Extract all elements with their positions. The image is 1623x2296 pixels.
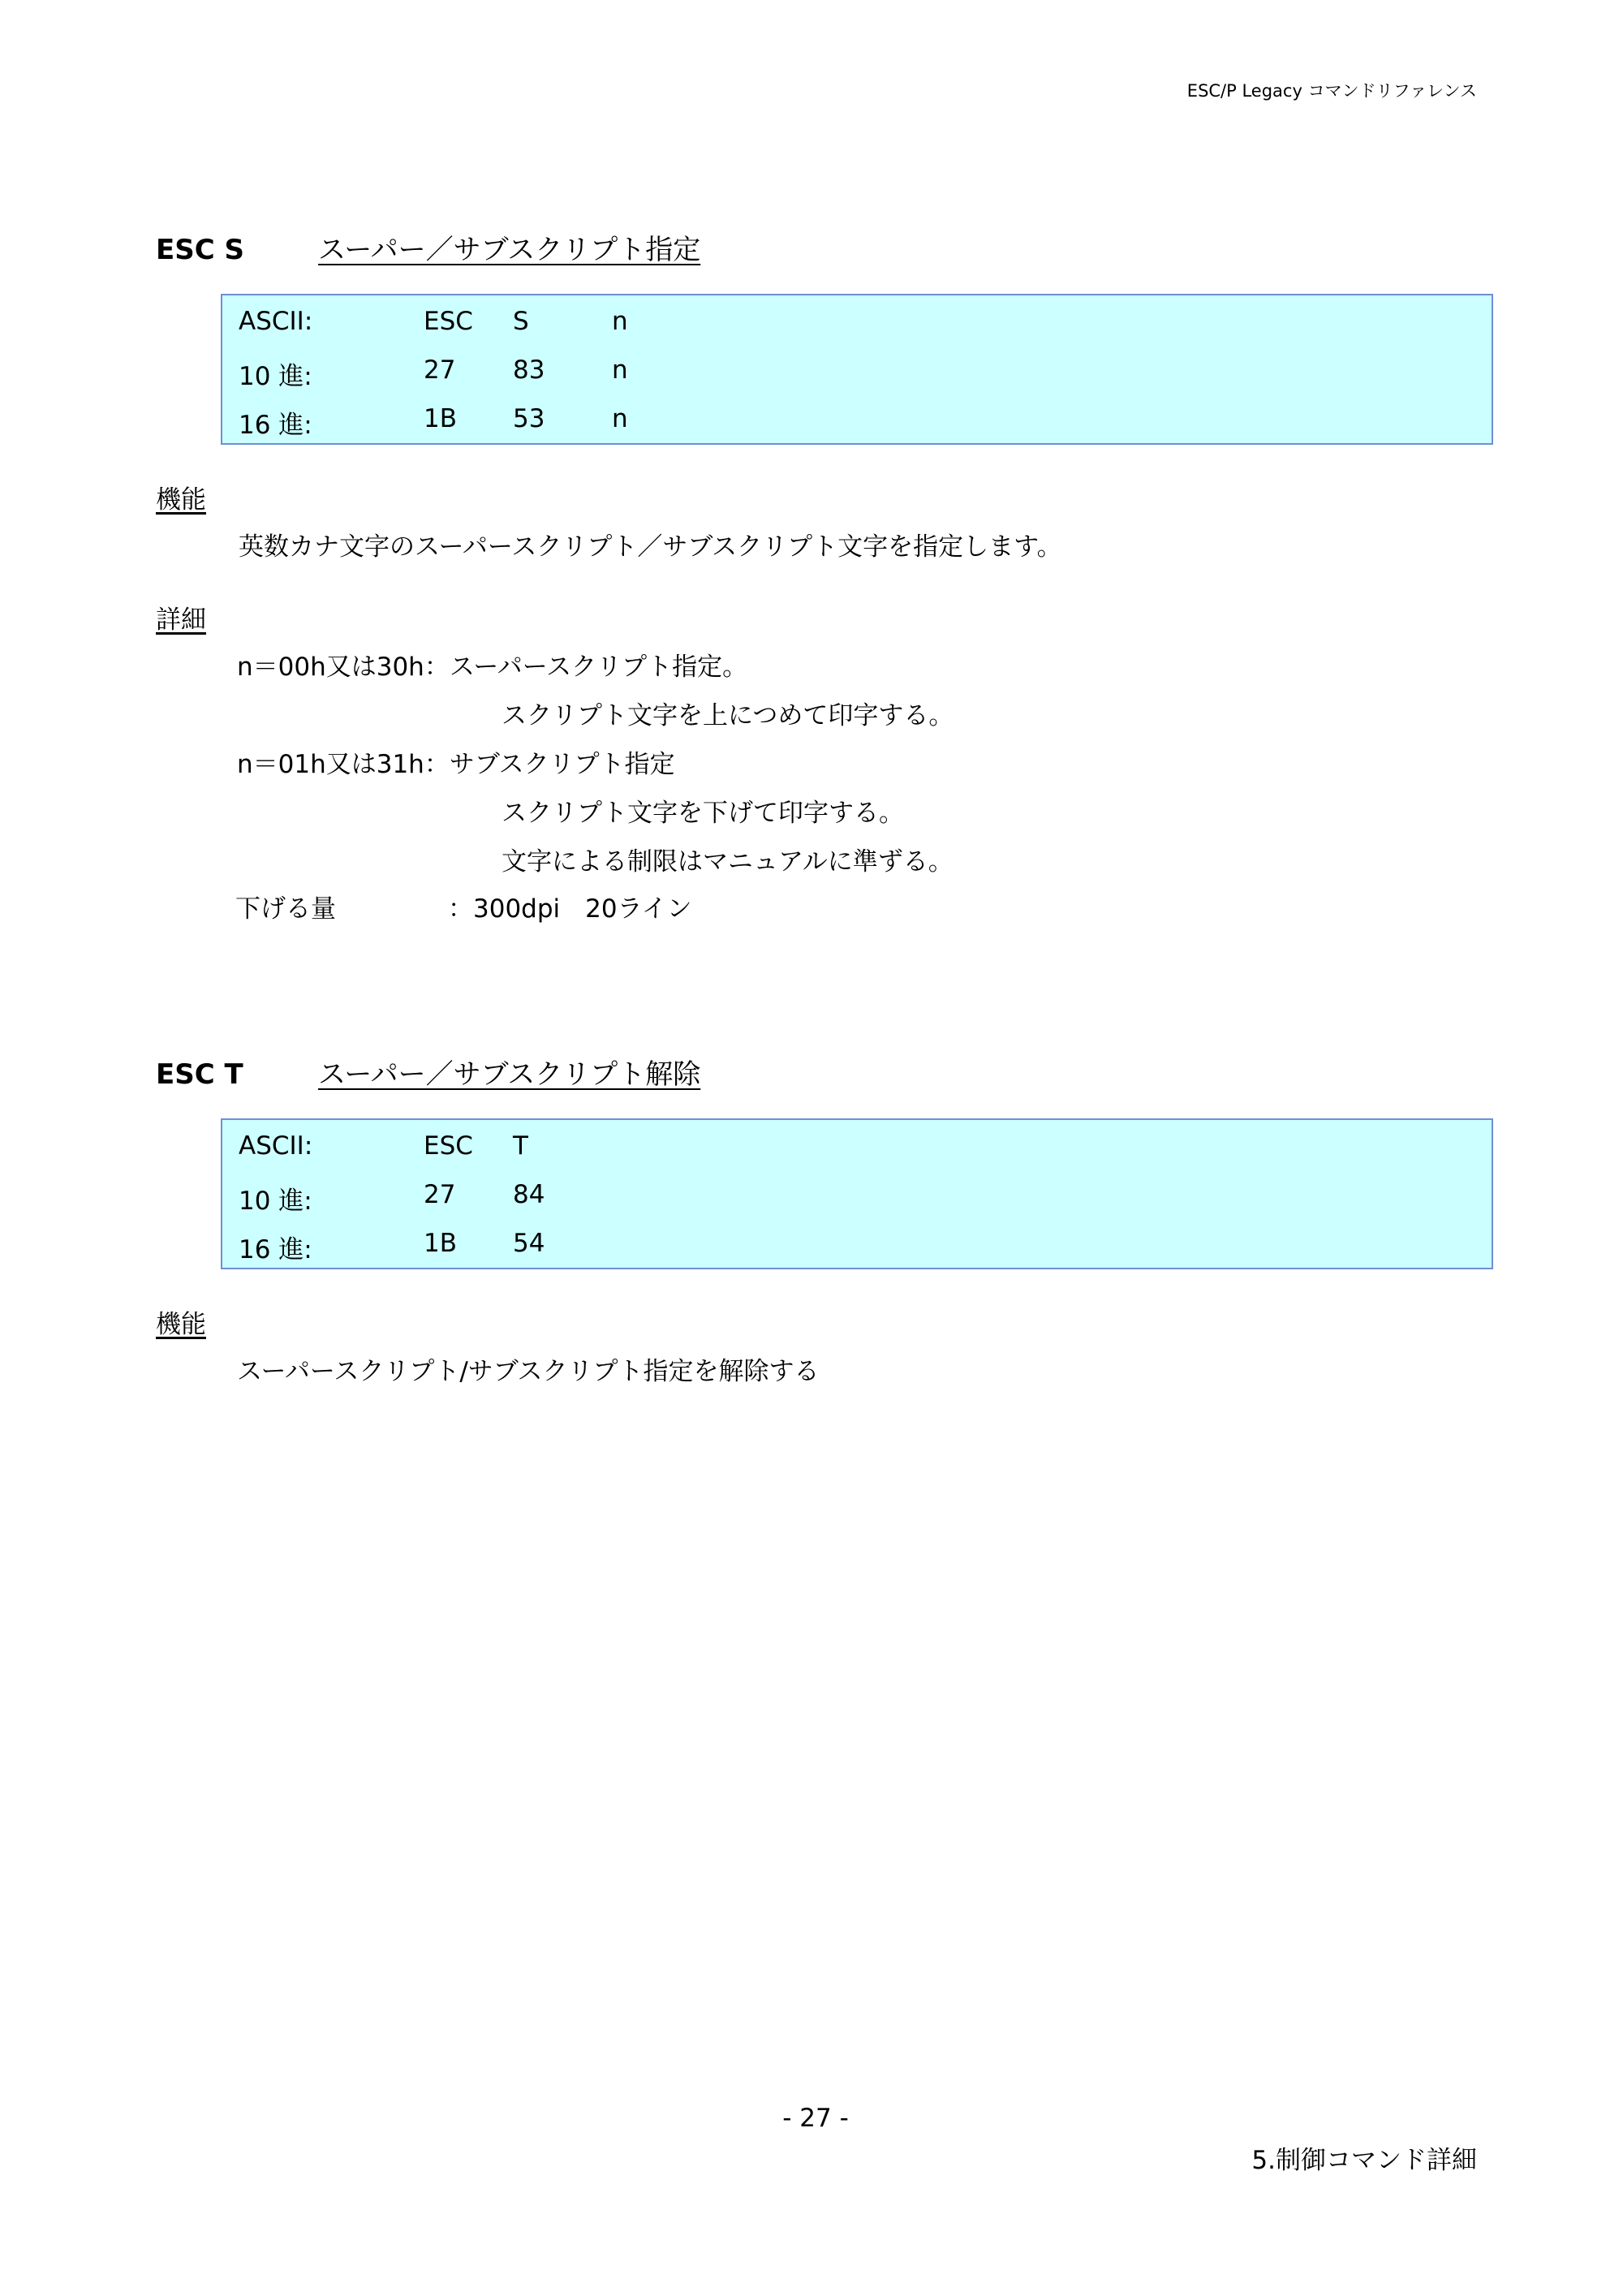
- function-label: 機能: [156, 1310, 206, 1339]
- code-value: 84: [513, 1180, 545, 1209]
- shift-value: ：300dpi 20ライン: [448, 894, 692, 924]
- code-table-esc-s: [221, 294, 1493, 445]
- detail-line: n＝01h又は31h：サブスクリプト指定: [237, 750, 675, 779]
- detail-line: n＝00h又は30h：スーパースクリプト指定。: [237, 653, 748, 682]
- code-value: n: [612, 307, 628, 336]
- code-table-esc-t: [221, 1118, 1493, 1269]
- code-value: 1B: [424, 1229, 457, 1258]
- command-title: スーパー／サブスクリプト指定: [318, 234, 701, 266]
- code-label: 10 進:: [239, 1187, 312, 1216]
- command-heading-esc-t: [156, 1052, 700, 1092]
- code-label: 16 進:: [239, 411, 312, 440]
- code-label: 10 進:: [239, 362, 312, 391]
- command-title: スーパー／サブスクリプト解除: [318, 1058, 701, 1091]
- code-value: 53: [513, 404, 545, 433]
- code-label: 16 進:: [239, 1235, 312, 1264]
- page-number: - 27 -: [782, 2104, 849, 2133]
- code-value: 1B: [424, 404, 457, 433]
- function-text: 英数カナ文字のスーパースクリプト／サブスクリプト文字を指定します。: [239, 532, 1062, 562]
- shift-label: 下げる量: [235, 894, 336, 924]
- code-value: ESC: [424, 307, 473, 336]
- command-heading-esc-s: [156, 227, 700, 267]
- code-value: n: [612, 404, 628, 433]
- detail-line: スクリプト文字を上につめて印字する。: [502, 701, 954, 730]
- code-value: 27: [424, 355, 456, 385]
- function-label: 機能: [156, 485, 206, 515]
- command-name: ESC S: [156, 234, 244, 266]
- code-value: 54: [513, 1229, 545, 1258]
- code-value: n: [612, 355, 628, 385]
- code-label: ASCII:: [239, 1131, 313, 1161]
- code-value: 27: [424, 1180, 456, 1209]
- detail-label: 詳細: [156, 605, 206, 635]
- code-label: ASCII:: [239, 307, 313, 336]
- code-value: S: [513, 307, 529, 336]
- chapter-footer: 5.制御コマンド詳細: [1251, 2146, 1477, 2175]
- detail-line: 文字による制限はマニュアルに準ずる。: [502, 847, 954, 877]
- code-value: T: [513, 1131, 528, 1161]
- code-value: ESC: [424, 1131, 473, 1161]
- function-text: スーパースクリプト/サブスクリプト指定を解除する: [237, 1357, 820, 1386]
- running-header: ESC/P Legacy コマンドリファレンス: [1186, 81, 1477, 101]
- detail-line: スクリプト文字を下げて印字する。: [502, 799, 904, 828]
- code-value: 83: [513, 355, 545, 385]
- command-name: ESC T: [156, 1058, 243, 1091]
